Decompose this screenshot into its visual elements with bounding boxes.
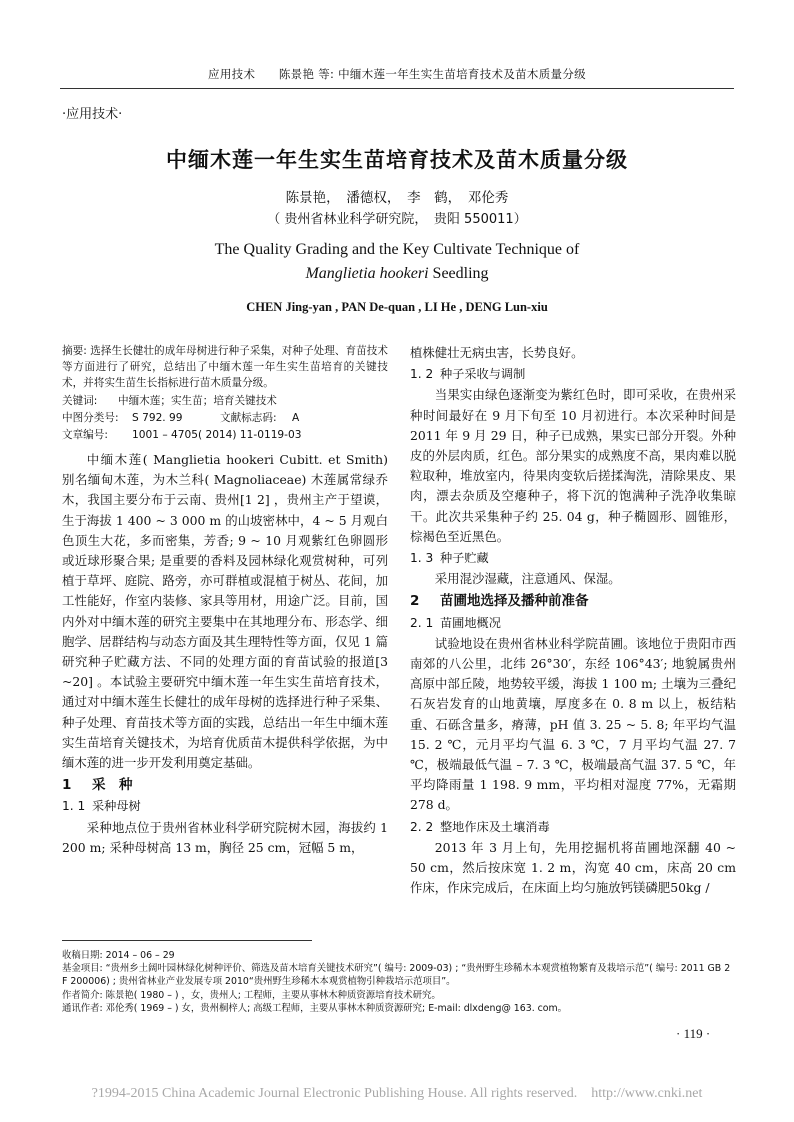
section-2-2-text: 2013 年 3 月上旬，先用挖掘机将苗圃地深翻 40 ~ 50 cm，然后按床宽 1. 2 m，沟宽 40 cm，床高 20 cm 作床，作床完成后，在床面上均匀施放钙镁磷肥50kg /	[410, 839, 736, 896]
article-no-value: 1001 – 4705( 2014) 11-0119-03	[132, 429, 302, 441]
authors-cn: 陈景艳， 潘德权， 李 鹤， 邓伦秀	[285, 190, 509, 206]
right-column	[410, 343, 736, 898]
title-en-rest: Seedling	[428, 265, 489, 282]
section-1-3-text: 采用混沙湿藏，注意通风、保湿。	[434, 571, 621, 587]
title-cn: 中缅木莲一年生实生苗培育技术及苗木质量分级	[166, 148, 628, 172]
section-1-1-continued: 植株健壮无病虫害，长势良好。	[410, 345, 584, 360]
doc-code-label: 文献标志码:	[220, 412, 277, 424]
section-2-2-heading	[410, 817, 736, 837]
title-en-line1: The Quality Grading and the Key Cultivate Technique of	[214, 241, 580, 258]
title-en	[0, 238, 794, 286]
keywords-label: 关键词:	[62, 395, 98, 407]
section-1-2-text: 当果实由绿色逐渐变为紫红色时，即可采收，在贵州采种时间最好在 9 月下旬至 10 月初进行。本次采种时间是 2011 年 9 月 29 日，种子已成熟，果实已部分开裂。外种皮的外层肉质，红色。部分果实的成熟度不高，果肉难以脱粒取种，堆放室内，待果肉变软后搓揉淘洗，清除果皮、果肉，漂去杂质及空瘪种子，将下沉的饱满种子洗净收集晾干。此次共采集种子约 25. 04 g，种子椭圆形、圆锥形，棕褐色至近黑色。	[410, 387, 736, 544]
abstract: 摘要: 选择生长健壮的成年母树进行种子采集，对种子处理、育苗技术等方面进行了研究，总结出了中缅木莲一年生实生苗培育的关键技术，并将实生苗生长指标进行苗木质量分级。	[62, 345, 388, 389]
section-1-1-text: 采种地点位于贵州省林业科学研究院树木园，海拔约 1 200 m; 采种母树高 13 m，胸径 25 cm，冠幅 5 m，	[62, 819, 388, 855]
section-1-2-heading	[410, 364, 736, 384]
section-2-title: 苗圃地选择及播种前准备	[440, 593, 589, 610]
section-1-3-title: 种子贮藏	[440, 551, 489, 566]
section-2-1-heading	[410, 613, 736, 633]
section-1-1-number: 1. 1	[62, 799, 86, 814]
page-number: · 119 ·	[676, 1026, 711, 1041]
section-1-number: 1	[62, 777, 72, 794]
section-1-3-number: 1. 3	[410, 551, 434, 566]
section-2-number: 2	[410, 593, 420, 610]
section-tag: ·应用技术·	[62, 107, 123, 122]
section-1-3-heading	[410, 548, 736, 568]
section-2-1-text: 试验地设在贵州省林业科学院苗圃。该地位于贵阳市西南郊的八公里，北纬 26°30′，东经 106°43′; 地貌属贵州高原中部丘陵，地势较平缓，海拔 1 100 m; 土壤为三叠纪石灰岩发育的山地黄壤，厚度多在 0. 8 m 以上，板结粘重、石砾含量多，瘠薄，pH 值 3. 25 ~ 5. 8; 年平均气温 15. 2 ℃，元月平均气温 6. 3 ℃，7 月平均气温 27. 7 ℃，极端最低气温 – 7. 3 ℃，极端最高气温 37. 5 ℃，年平均降雨量 1 198. 9 mm，平均相对湿度 77%，无霜期 278 d。	[410, 635, 736, 813]
section-2-heading	[410, 591, 736, 611]
clc-row	[62, 410, 388, 427]
left-column	[62, 343, 388, 858]
section-2-2-title: 整地作床及土壤消毒	[440, 819, 550, 834]
footnote-received: 收稿日期: 2014 – 06 – 29	[62, 950, 175, 961]
section-2-1-title: 苗圃地概况	[440, 615, 501, 630]
header-rule	[60, 88, 734, 89]
section-1-heading	[62, 775, 388, 795]
running-header: 应用技术 陈景艳 等: 中缅木莲一年生实生苗培育技术及苗木质量分级	[208, 67, 586, 81]
footnote-author: 作者简介: 陈景艳( 1980 – ) ，女，贵州人; 工程师，主要从事林木种质资源培育技术研究。	[62, 989, 441, 1001]
footnote-contact: 通讯作者: 邓伦秀( 1969 – ) 女，贵州桐梓人; 高级工程师，主要从事林木种质资源研究; E-mail: dlxdeng@ 163. com。	[62, 1002, 568, 1014]
authors-en: CHEN Jing-yan , PAN De-quan , LI He , DENG Lun-xiu	[246, 300, 548, 314]
title-en-species: Manglietia hookeri	[305, 265, 429, 282]
section-1-title: 采 种	[92, 777, 133, 794]
clc-label: 中图分类号:	[62, 412, 119, 424]
section-1-1-heading	[62, 796, 388, 816]
intro-paragraph: 中缅木莲( Manglietia hookeri Cubitt. et Smith) 别名缅甸木莲，为木兰科( Magnoliaceae) 木莲属常绿乔木，我国主要分布于云南、贵州[1 2] ，贵州主产于望谟，生于海拔 1 400 ~ 3 000 m 的山坡密林中，4 ~ 5 月观白色顶生大花，多而密集，芳香; 9 ~ 10 月观紫红色卵圆形或近球形聚合果; 是重要的香料及园林绿化观赏树种，可列植于草坪、庭院、路旁，亦可群植或混植于树丛、花间，加工性能好，作室内装修、家具等用材，用途广泛。目前，国内外对中缅木莲的研究主要集中在其地理分布、形态学、细胞学、居群结构与动态方面及其生理特性等方面，仅见 1 篇研究种子贮藏方法、不同的处理方面的育苗试验的报道[3 ~20] 。本试验主要研究中缅木莲一年生实生苗培育技术，通过对中缅木莲生长健壮的成年母树的选择进行种子采集、种子处理、育苗技术等方面的实践，总结出一年生中缅木莲实生苗培育关键技术，为培育优质苗木提供科学依据，为中缅木莲的进一步开发利用奠定基础。	[62, 452, 388, 771]
watermark: ?1994-2015 China Academic Journal Electronic Publishing House. All rights reserved. http://www.cnki.net	[91, 1086, 703, 1101]
keywords-row	[62, 393, 388, 410]
doc-code-value: A	[292, 412, 300, 424]
footnote-rule	[62, 940, 312, 941]
clc-value: S 792. 99	[132, 412, 183, 424]
footnotes	[62, 949, 738, 1015]
section-1-2-title: 种子采收与调制	[440, 367, 526, 382]
title-en-line2	[0, 262, 794, 286]
affiliation-cn: （ 贵州省林业科学研究院， 贵阳 550011）	[267, 212, 527, 227]
section-1-1-title: 采种母树	[92, 799, 141, 814]
article-no-row	[62, 427, 388, 444]
section-1-2-number: 1. 2	[410, 367, 434, 382]
section-2-1-number: 2. 1	[410, 615, 434, 630]
footnote-fund: 基金项目: “贵州乡土阔叶园林绿化树种评价、筛选及苗木培育关键技术研究”( 编号: 2009-03) ; “贵州野生珍稀木本观赏植物繁育及栽培示范”( 编号: 2011 GB 2 F 200006) ; 贵州省林业产业发展专项 2010“贵州野生珍稀木本观赏植物引种栽培示范项目”。	[62, 963, 731, 988]
keywords: 中缅木莲；实生苗；培育关键技术	[118, 395, 277, 407]
section-2-2-number: 2. 2	[410, 819, 434, 834]
article-no-label: 文章编号:	[62, 429, 108, 441]
